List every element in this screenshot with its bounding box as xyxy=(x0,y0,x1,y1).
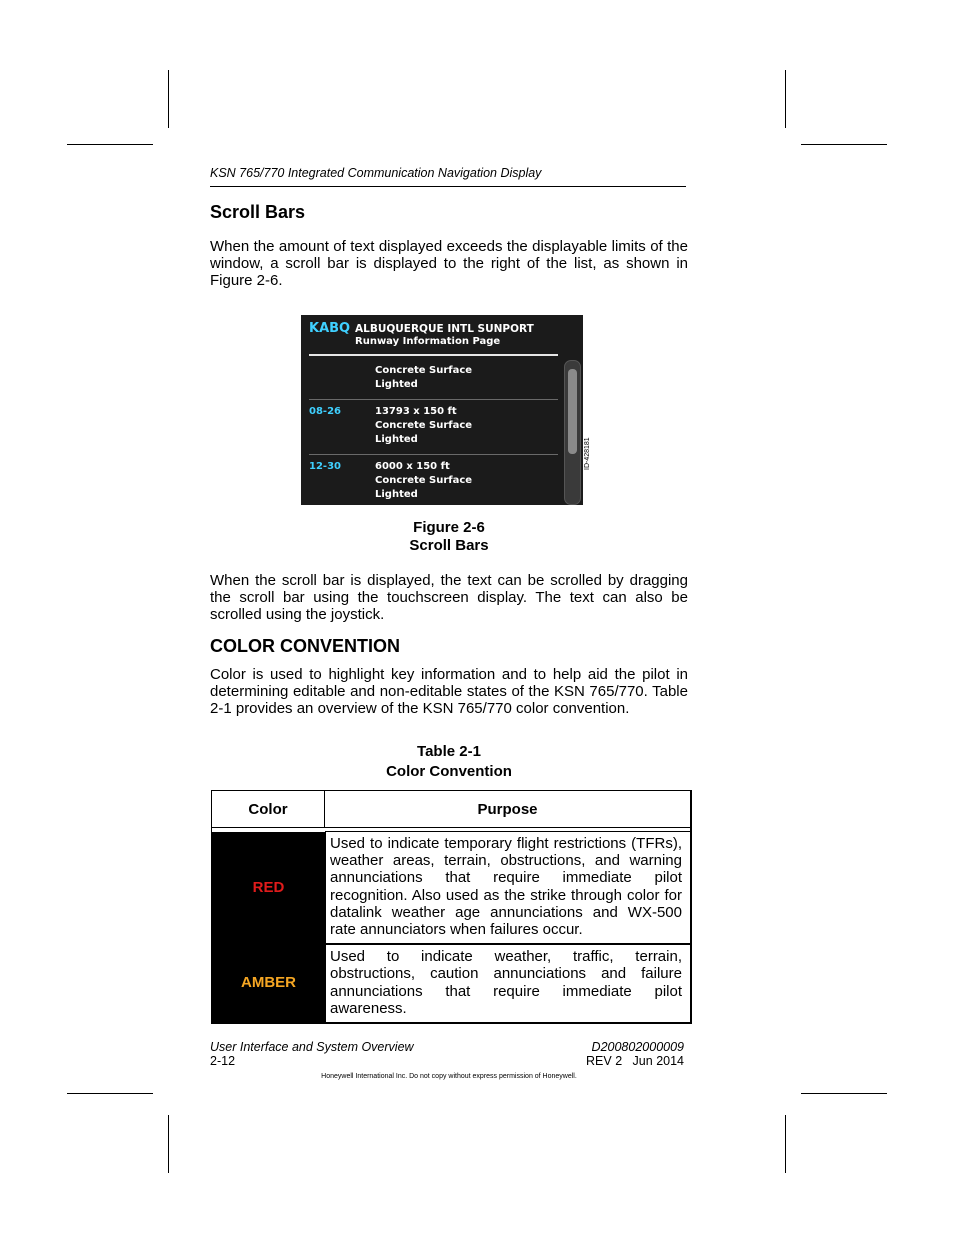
figure-id: ID-428181 xyxy=(584,437,591,470)
crop-mark xyxy=(67,1093,153,1094)
page-name: Runway Information Page xyxy=(355,336,501,347)
crop-mark xyxy=(67,144,153,145)
runway-id: 12-30 xyxy=(309,461,341,472)
scroll-bars-usage: When the scroll bar is displayed, the text can be scrolled by dragging the scroll bar using the touchscreen display. The text can also be scrolled using the joystick. xyxy=(210,572,688,624)
table-title: Color Convention xyxy=(386,763,512,780)
runway-detail: Lighted xyxy=(375,434,418,445)
row-divider xyxy=(309,454,558,455)
crop-mark xyxy=(801,1093,887,1094)
color-swatch-red: RED xyxy=(212,832,325,943)
runway-detail: Concrete Surface xyxy=(375,475,473,486)
table-row xyxy=(212,943,690,1022)
figure-number: Figure 2-6 xyxy=(413,519,485,536)
footer-section: User Interface and System Overview xyxy=(210,1040,414,1054)
footer-page-number: 2-12 xyxy=(210,1054,236,1068)
scroll-bar-thumb[interactable] xyxy=(568,369,577,454)
color-convention-intro: Color is used to highlight key information and to help aid the pilot in determining editable and non-editable states of the KSN 765/770. Table 2-1 provides an overview of the KSN 765/770 color convention. xyxy=(210,666,688,718)
color-convention-table xyxy=(211,790,692,1024)
running-header: KSN 765/770 Integrated Communication Navigation Display xyxy=(210,166,686,187)
color-convention-heading: COLOR CONVENTION xyxy=(210,636,401,656)
footer-revision: REV 2 Jun 2014 xyxy=(586,1054,684,1068)
runway-detail: 6000 x 150 ft xyxy=(375,461,450,472)
scroll-bars-heading: Scroll Bars xyxy=(210,202,306,222)
crop-mark xyxy=(168,1115,169,1173)
table-header-row xyxy=(212,791,690,828)
runway-detail: Concrete Surface xyxy=(375,420,473,431)
footer-right xyxy=(540,1040,684,1068)
column-header-purpose: Purpose xyxy=(477,800,538,818)
runway-detail: Concrete Surface xyxy=(375,365,473,376)
copyright-notice: Honeywell International Inc. Do not copy without express permission of Honeywell. xyxy=(321,1073,577,1080)
airport-ident: KABQ xyxy=(309,321,351,336)
table-number: Table 2-1 xyxy=(417,743,481,760)
row-divider xyxy=(309,399,558,400)
column-header-color: Color xyxy=(212,791,325,827)
purpose-cell: Used to indicate temporary flight restrictions (TFRs), weather areas, terrain, obstructions, and warning annunciations that require immediate pilot recognition. Also used as the strike through color for datalink weather age annunciations and WX-500 rate annunciators when failures occur. xyxy=(325,832,690,943)
table-row xyxy=(212,832,690,943)
color-swatch-amber: AMBER xyxy=(212,943,325,1022)
footer-left xyxy=(210,1040,414,1068)
header-divider xyxy=(309,354,558,356)
crop-mark xyxy=(168,70,169,128)
runway-detail: Lighted xyxy=(375,489,418,500)
airport-name: ALBUQUERQUE INTL SUNPORT xyxy=(355,323,534,335)
runway-info-screen xyxy=(301,315,583,505)
crop-mark xyxy=(801,144,887,145)
purpose-cell: Used to indicate weather, traffic, terrain, obstructions, caution annunciations and failure annunciations that require immediate pilot awareness. xyxy=(325,943,690,1022)
table-caption xyxy=(210,742,688,782)
figure-title: Scroll Bars xyxy=(409,536,489,554)
footer-doc-number: D200802000009 xyxy=(591,1040,684,1054)
runway-detail: Lighted xyxy=(375,379,418,390)
crop-mark xyxy=(785,70,786,128)
crop-mark xyxy=(785,1115,786,1173)
runway-id: 08-26 xyxy=(309,406,341,417)
runway-detail: 13793 x 150 ft xyxy=(375,406,457,417)
scroll-bars-intro: When the amount of text displayed exceeds the displayable limits of the window, a scroll bar is displayed to the right of the list, as shown in Figure 2-6. xyxy=(210,238,688,290)
scroll-bar-track[interactable] xyxy=(564,360,581,505)
figure-caption xyxy=(210,519,688,554)
